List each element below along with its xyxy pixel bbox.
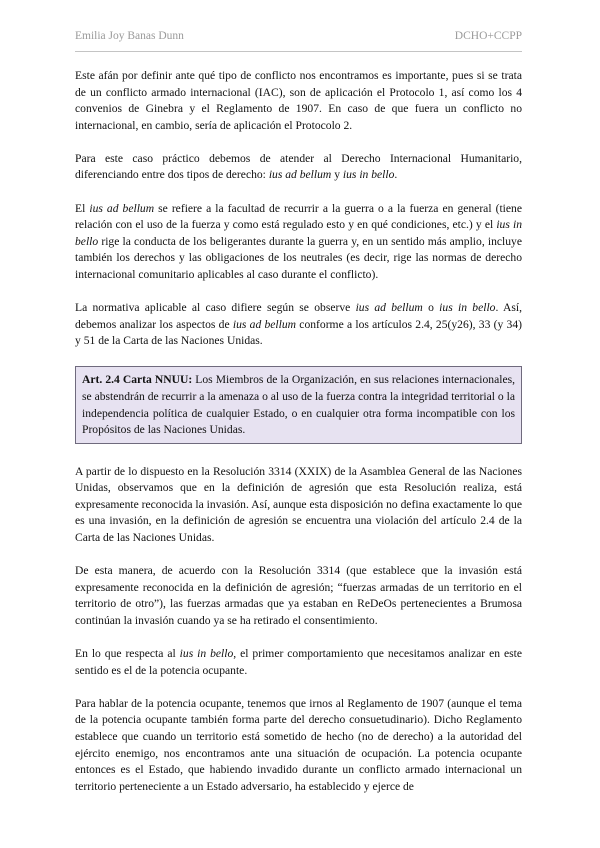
paragraph-definitions bbox=[75, 201, 522, 284]
article-quote-box bbox=[75, 366, 522, 443]
text-run: rige la conducta de los beligerantes durante la guerra y, en un sentido más amplio, incluye también los derechos y las obligaciones de los neutrales (es decir, rige las normas de derecho internacional comunitario aplicables al caso durante el conflicto). bbox=[75, 234, 522, 281]
text-run: conforme a los artículos 2.4, 25(y26), 33 (y 34) y 51 de la Carta de las Naciones Unidas. bbox=[75, 317, 522, 348]
page-header bbox=[75, 30, 522, 48]
article-text: Los Miembros de la Organización, en sus relaciones internacionales, se abstendrán de recurrir a la amenaza o al uso de la fuerza contra la integridad territorial o la independencia política de cualquier Estado, o en cualquier otra forma incompatible con los Propósitos de las Naciones Unidas. bbox=[82, 373, 515, 437]
text-run: El bbox=[75, 201, 90, 215]
paragraph-conflict-type: Este afán por definir ante qué tipo de conflicto nos encontramos es importante, pues si se trata de un conflicto armado internacional (IAC), son de aplicación el Protocolo 1, así como los 4 convenios de Ginebra y el Reglamento de 1907. En caso de que fuera un conflicto no internacional, en cambio, sería de aplicación el Protocolo 2. bbox=[75, 69, 522, 132]
text-run: o bbox=[422, 301, 440, 315]
term-ius-ad-bellum: ius ad bellum bbox=[355, 301, 423, 315]
paragraph-resolution-3314: A partir de lo dispuesto en la Resolución 3314 (XXIX) de la Asamblea General de las Naciones Unidas, observamos que en la definición de agresión que esta Resolución realiza, está expresamente reconocida la invasión. Así, aunque esta disposición no defina exactamente lo que es una invasión, en la definición de agresión se encuentra una violación del artículo 2.4 de la Carta de las Naciones Unidas. bbox=[75, 464, 522, 545]
term-ius-in-bello: ius in bello bbox=[439, 301, 496, 315]
text-run: Para este caso práctico debemos de atender al Derecho Internacional Humanitario, diferenciando entre dos tipos de derecho: bbox=[75, 151, 522, 182]
document-body bbox=[75, 68, 522, 812]
paragraph-applicable-law bbox=[75, 300, 522, 350]
text-run: La normativa aplicable al caso difiere según se observe bbox=[75, 301, 356, 315]
header-author: Emilia Joy Banas Dunn bbox=[75, 30, 184, 42]
text-run: y bbox=[331, 168, 343, 182]
text-run: se refiere a la facultad de recurrir a la guerra o a la fuerza en general (tiene relación con el uso de la fuerza y como está regulado esto y en qué condiciones, etc.) y el bbox=[75, 201, 522, 232]
text-run: . Así, debemos analizar los aspectos de bbox=[75, 301, 523, 331]
term-ius-in-bello: ius in bello bbox=[75, 218, 522, 248]
paragraph-law-types bbox=[75, 151, 522, 184]
term-ius-ad-bellum: ius ad bellum bbox=[268, 168, 332, 182]
paragraph-ius-in-bello bbox=[75, 646, 522, 679]
text-run: En lo que respecta al bbox=[75, 647, 180, 661]
text-run: , el primer comportamiento que necesitamos analizar en este sentido es el de la potencia ocupante. bbox=[75, 647, 522, 677]
text-run: . bbox=[394, 168, 398, 182]
article-quote bbox=[82, 372, 515, 438]
header-course: DCHO+CCPP bbox=[454, 30, 522, 42]
term-ius-ad-bellum: ius ad bellum bbox=[232, 317, 297, 331]
paragraph-invasion: De esta manera, de acuerdo con la Resolución 3314 (que establece que la invasión está expresamente reconocida en la definición de agresión; “fuerzas armadas de un territorio en el territorio de otro”), las fuerzas armadas que ya estaban en ReDeOs pertenecientes a Brumosa continúan la invasión cuando ya se ha retirado el consentimiento. bbox=[75, 564, 522, 627]
header-divider bbox=[75, 51, 522, 52]
article-label: Art. 2.4 Carta NNUU: bbox=[82, 373, 193, 387]
term-ius-in-bello: ius in bello bbox=[179, 647, 234, 661]
term-ius-in-bello: ius in bello bbox=[342, 168, 395, 182]
term-ius-ad-bellum: ius ad bellum bbox=[89, 201, 155, 215]
paragraph-occupying-power: Para hablar de la potencia ocupante, tenemos que irnos al Reglamento de 1907 (aunque el tema de la potencia ocupante también forma parte del derecho consuetudinario). Dicho Reglamento establece que cuando un territorio está sometido de hecho (no de derecho) a la autoridad del ejército enemigo, nos encontramos ante una situación de ocupación. La potencia ocupante entonces es el Estado, que habiendo invadido durante un conflicto armado internacional un territorio perteneciente a un Estado adversario, ha establecido y ejerce de bbox=[75, 696, 522, 793]
